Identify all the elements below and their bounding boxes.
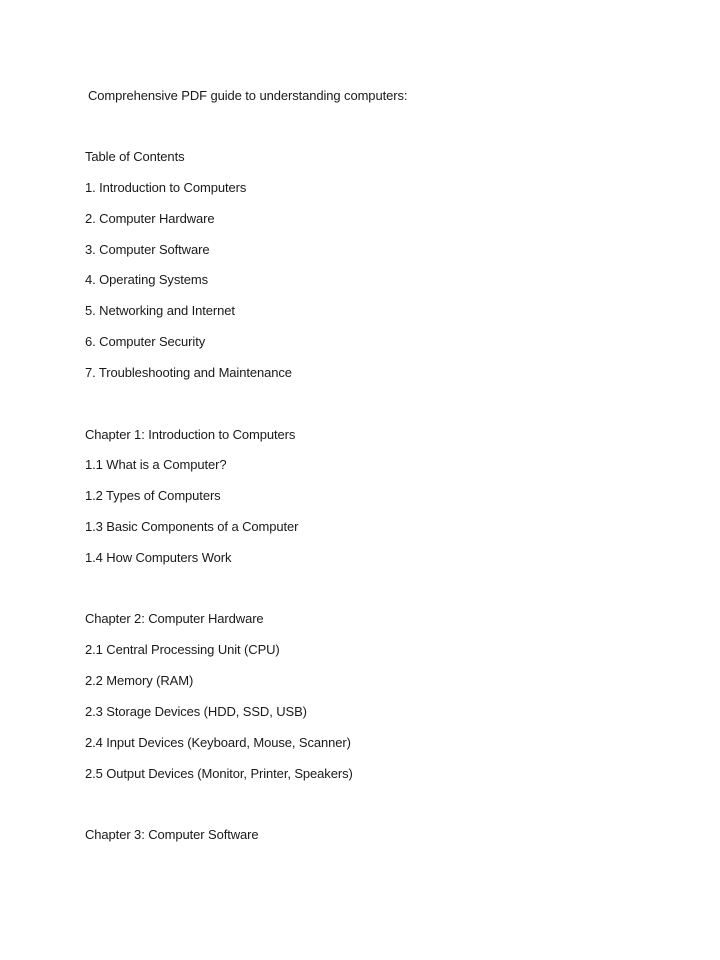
toc-item: 7. Troubleshooting and Maintenance xyxy=(85,365,292,380)
toc-item: 2. Computer Hardware xyxy=(85,211,215,226)
chapter-1-item: 1.2 Types of Computers xyxy=(85,488,221,503)
chapter-1-item: 1.3 Basic Components of a Computer xyxy=(85,519,299,534)
chapter-2-item: 2.2 Memory (RAM) xyxy=(85,673,194,688)
chapter-1-item: 1.1 What is a Computer? xyxy=(85,457,227,472)
chapter-2-item: 2.4 Input Devices (Keyboard, Mouse, Scanner) xyxy=(85,735,351,750)
toc-item: 6. Computer Security xyxy=(85,334,206,349)
toc-item: 1. Introduction to Computers xyxy=(85,180,247,195)
chapter-2-item: 2.1 Central Processing Unit (CPU) xyxy=(85,642,280,657)
toc-heading: Table of Contents xyxy=(85,149,185,164)
chapter-2-heading: Chapter 2: Computer Hardware xyxy=(85,611,264,626)
chapter-2-item: 2.5 Output Devices (Monitor, Printer, Speakers) xyxy=(85,766,353,781)
toc-item: 5. Networking and Internet xyxy=(85,303,235,318)
toc-item: 4. Operating Systems xyxy=(85,272,208,287)
chapter-2-item: 2.3 Storage Devices (HDD, SSD, USB) xyxy=(85,704,307,719)
document-title: Comprehensive PDF guide to understanding computers: xyxy=(88,88,408,103)
chapter-1-heading: Chapter 1: Introduction to Computers xyxy=(85,427,296,442)
chapter-3-heading: Chapter 3: Computer Software xyxy=(85,827,259,842)
toc-item: 3. Computer Software xyxy=(85,242,210,257)
chapter-1-item: 1.4 How Computers Work xyxy=(85,550,232,565)
